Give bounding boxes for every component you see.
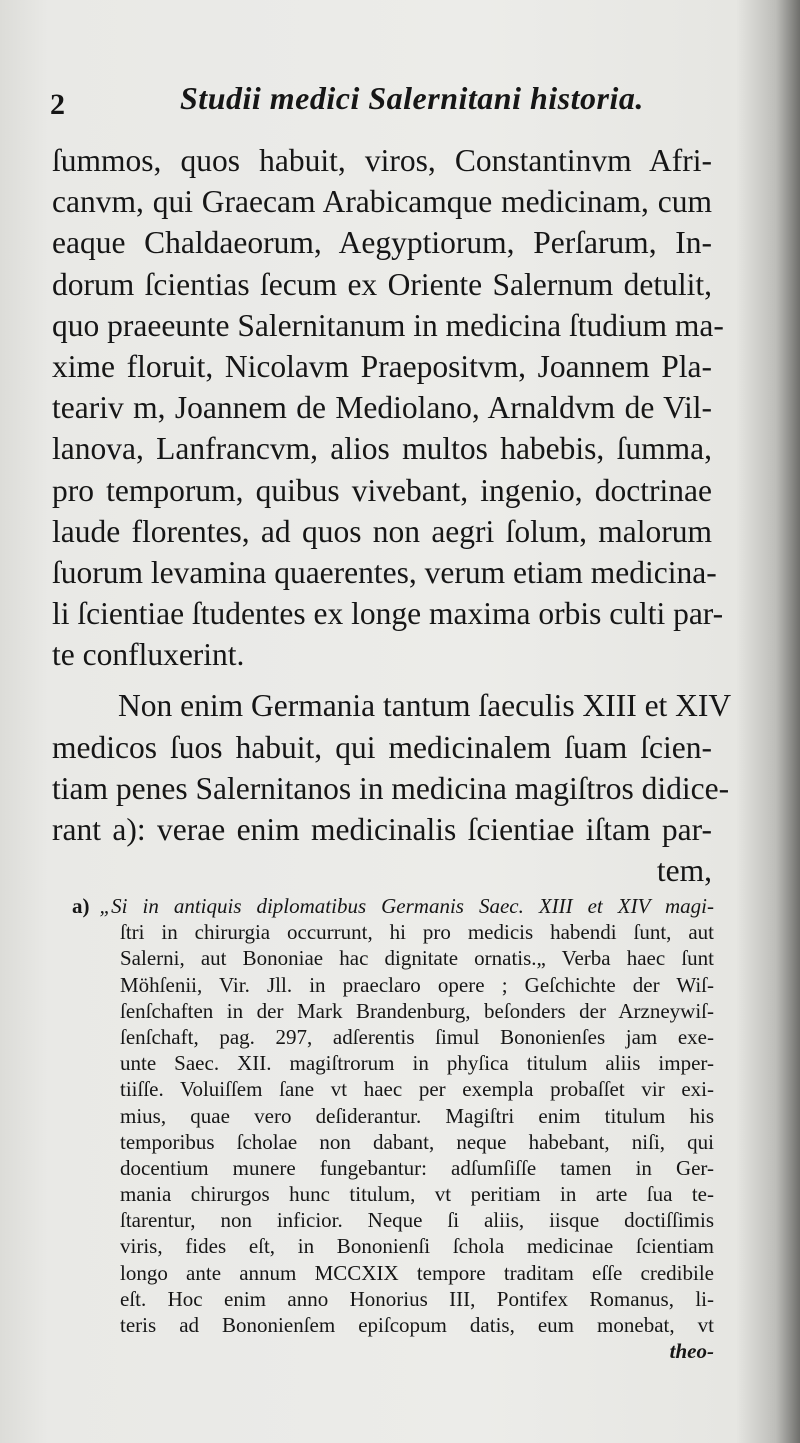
footnote-line: ſenſchaft, pag. 297, adſerentis ſimul Bononienſes jam exe-	[120, 1024, 714, 1049]
page-number: 2	[50, 88, 65, 121]
footnote-line: viris, fides eſt, in Bononienſi ſchola medicinae ſcientiam	[120, 1234, 714, 1259]
footnote-line: ſtarentur, non inficior. Neque ſi aliis, iisque doctiſſimis	[120, 1208, 714, 1233]
text-line: pro temporum, quibus vivebant, ingenio, doctrinae	[52, 472, 712, 508]
text-line: quo praeeunte Salernitanum in medicina ſtudium ma-	[52, 307, 724, 343]
footnote-line: Möhſenii, Vir. Jll. in praeclaro opere ; Geſchichte der Wiſ-	[120, 972, 714, 997]
text-line: li ſcientiae ſtudentes ex longe maxima orbis culti par-	[52, 596, 724, 632]
text-line: tiam penes Salernitanos in medicina magiſtros didice-	[52, 770, 730, 806]
catchword: theo-	[669, 1339, 714, 1364]
paragraph-2	[52, 685, 732, 891]
footnote-line: teris ad Bononienſem epiſcopum datis, eum monebat, vt	[120, 1313, 714, 1337]
text-line: tem,	[656, 853, 712, 889]
text-line: Non enim Germania tantum ſaeculis XIII et XIV	[118, 688, 732, 724]
main-text	[52, 140, 732, 891]
running-title: Studii medici Salernitani historia.	[180, 80, 644, 116]
text-line: ſummos, quos habuit, viros, Constantinvm Afri-	[52, 143, 712, 178]
text-line: xime floruit, Nicolavm Praepositvm, Joannem Pla-	[52, 348, 712, 384]
page-header	[40, 80, 740, 130]
footnote-line: mania chirurgos hunc titulum, vt peritiam in arte ſua te-	[120, 1182, 714, 1207]
footnote-line: ſtri in chirurgia occurrunt, hi pro medicis habendi ſunt, aut	[120, 920, 714, 945]
footnote-line: eſt. Hoc enim anno Honorius III, Pontifex Romanus, li-	[120, 1286, 714, 1311]
text-line: rant a): verae enim medicinalis ſcientiae iſtam par-	[52, 812, 712, 847]
text-line: canvm, qui Graecam Arabicamque medicinam, cum	[52, 184, 712, 220]
footnote-line: Salerni, aut Bononiae hac dignitate ornatis.„ Verba haec ſunt	[120, 946, 714, 971]
text-line: lanova, Lanfrancvm, alios multos habebis, ſumma,	[52, 431, 712, 467]
footnote-line	[72, 893, 714, 919]
footnote-line: tiiſſe. Voluiſſem ſane vt haec per exempla probaſſet vir exi-	[120, 1077, 714, 1102]
text-line: medicos ſuos habuit, qui medicinalem ſuam ſcien-	[52, 729, 712, 765]
paragraph-1	[52, 140, 724, 675]
text-line: dorum ſcientias ſecum ex Oriente Salernum detulit,	[52, 266, 712, 302]
text-line: ſuorum levamina quaerentes, verum etiam medicina-	[52, 554, 717, 590]
text-line: teariv m, Joannem de Mediolano, Arnaldvm de Vil-	[52, 390, 712, 426]
footnote-line: docentium munere fungebantur: adſumſiſſe tamen in Ger-	[120, 1155, 714, 1180]
footnote-line: unte Saec. XII. magiſtrorum in phyſica titulum aliis imper-	[120, 1051, 714, 1076]
footnote-line: ſenſchaften in der Mark Brandenburg, beſonders der Arzneywiſ-	[120, 998, 714, 1023]
text-line: eaque Chaldaeorum, Aegyptiorum, Perſarum, In-	[52, 225, 712, 261]
footnote-text: „Si in antiquis diplomatibus Germanis Saec. XIII et XIV magi-	[99, 894, 714, 918]
text-line: laude florentes, ad quos non aegri ſolum, malorum	[52, 513, 712, 549]
footnote-line: mius, quae vero deſiderantur. Magiſtri enim titulum his	[120, 1103, 714, 1128]
footnote-line: temporibus ſcholae non dabant, neque habebant, niſi, qui	[120, 1129, 714, 1154]
text-line: te confluxerint.	[52, 637, 245, 673]
footnote	[72, 893, 714, 1364]
footnote-line: longo ante annum MCCXIX tempore traditam eſſe credibile	[120, 1260, 714, 1285]
footnote-mark: a)	[72, 894, 90, 918]
